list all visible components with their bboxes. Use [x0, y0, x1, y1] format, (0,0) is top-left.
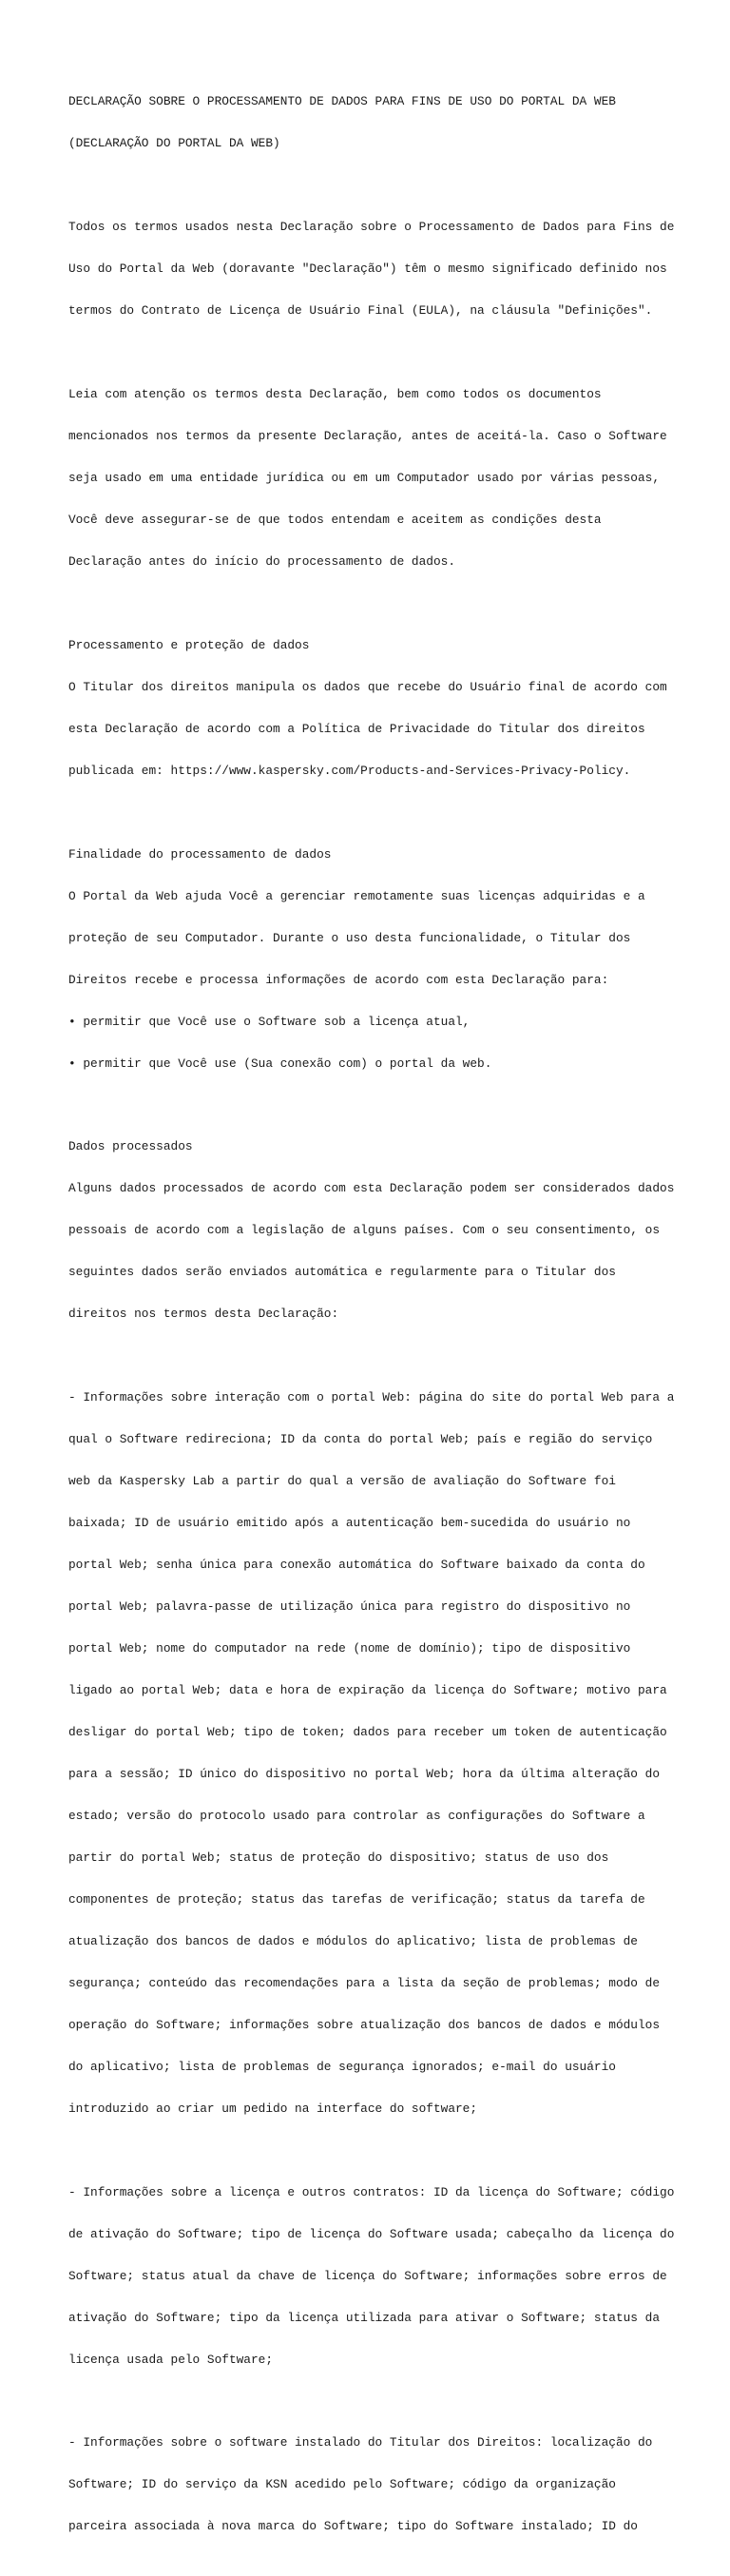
text-line: segurança; conteúdo das recomendações para a lista da seção de problemas; modo de: [68, 1975, 661, 1990]
text-line: do aplicativo; lista de problemas de segurança ignorados; e-mail do usuário: [68, 2059, 616, 2074]
text-line: direitos nos termos desta Declaração:: [68, 1307, 339, 1322]
section-data-processing-protection: [68, 611, 677, 806]
list-item-installed-software: [68, 2409, 677, 2562]
text-line: componentes de proteção; status das tarefas de verificação; status da tarefa de: [68, 1891, 645, 1907]
text-line: - Informações sobre a licença e outros contratos: ID da licença do Software; código: [68, 2184, 675, 2199]
text-line: para a sessão; ID único do dispositivo no portal Web; hora da última alteração do: [68, 1766, 661, 1781]
document-page: [68, 68, 677, 2576]
privacy-policy-url-line: publicada em: https://www.kaspersky.com/Products-and-Services-Privacy-Policy.: [68, 763, 631, 778]
text-line: operação do Software; informações sobre atualização dos bancos de dados e módulos: [68, 2017, 661, 2032]
text-line: introduzido ao criar um pedido na interface do software;: [68, 2101, 478, 2116]
text-line: web da Kaspersky Lab a partir do qual a versão de avaliação do Software foi: [68, 1474, 616, 1489]
text-line: mencionados nos termos da presente Declaração, antes de aceitá-la. Caso o Software: [68, 429, 667, 444]
list-item-license-info: [68, 2158, 677, 2394]
text-line: esta Declaração de acordo com a Política de Privacidade do Titular dos direitos: [68, 721, 645, 736]
text-line: ligado ao portal Web; data e hora de expiração da licença do Software; motivo para: [68, 1683, 667, 1698]
text-line: - Informações sobre interação com o portal Web: página do site do portal Web para a: [68, 1390, 675, 1405]
text-line: partir do portal Web; status de proteção do dispositivo; status de uso dos: [68, 1850, 609, 1865]
text-line: seja usado em uma entidade jurídica ou em um Computador usado por várias pessoas,: [68, 471, 661, 485]
section-processed-data: [68, 1113, 677, 1349]
text-line: ativação do Software; tipo da licença utilizada para ativar o Software; status da: [68, 2310, 661, 2325]
text-line: portal Web; senha única para conexão automática do Software baixado da conta do: [68, 1558, 645, 1573]
text-line: Você deve assegurar-se de que todos entendam e aceitem as condições desta: [68, 512, 602, 527]
text-line: Leia com atenção os termos desta Declaração, bem como todos os documentos: [68, 387, 602, 402]
text-line: Alguns dados processados de acordo com esta Declaração podem ser considerados dados: [68, 1181, 675, 1196]
text-line: O Portal da Web ajuda Você a gerenciar remotamente suas licenças adquiridas e a: [68, 888, 645, 903]
text-line: desligar do portal Web; tipo de token; dados para receber um token de autenticação: [68, 1725, 667, 1739]
section-purpose: [68, 820, 677, 1098]
section-heading: Finalidade do processamento de dados: [68, 846, 332, 862]
bullet-item: • permitir que Você use (Sua conexão com) o portal da web.: [68, 1056, 492, 1071]
text-line: DECLARAÇÃO SOBRE O PROCESSAMENTO DE DADOS PARA FINS DE USO DO PORTAL DA WEB: [68, 94, 616, 109]
section-heading: Dados processados: [68, 1139, 193, 1154]
text-line: qual o Software redireciona; ID da conta do portal Web; país e região do serviço: [68, 1432, 653, 1447]
text-line: Declaração antes do início do processamento de dados.: [68, 553, 456, 569]
text-line: Direitos recebe e processa informações de acordo com esta Declaração para:: [68, 972, 609, 987]
text-line: parceira associada à nova marca do Software; tipo do Software instalado; ID do: [68, 2519, 638, 2534]
list-item-portal-interaction: [68, 1364, 677, 2144]
text-line: pessoais de acordo com a legislação de alguns países. Com o seu consentimento, os: [68, 1223, 661, 1238]
text-line: termos do Contrato de Licença de Usuário Final (EULA), na cláusula "Definições".: [68, 303, 653, 319]
paragraph-read-terms: [68, 360, 677, 597]
text-line: O Titular dos direitos manipula os dados que recebe do Usuário final de acordo com: [68, 679, 667, 694]
text-line: licença usada pelo Software;: [68, 2352, 274, 2367]
text-line: - Informações sobre o software instalado do Titular dos Direitos: localização do: [68, 2435, 653, 2450]
text-line: proteção de seu Computador. Durante o uso desta funcionalidade, o Titular dos: [68, 930, 631, 945]
text-line: Uso do Portal da Web (doravante "Declaração") têm o mesmo significado definido nos: [68, 261, 667, 277]
paragraph-intro: [68, 193, 677, 346]
text-line: atualização dos bancos de dados e módulos do aplicativo; lista de problemas de: [68, 1933, 638, 1948]
text-line: portal Web; nome do computador na rede (nome de domínio); tipo de dispositivo: [68, 1641, 631, 1656]
document-title: [68, 68, 677, 179]
text-line: seguintes dados serão enviados automática e regularmente para o Titular dos: [68, 1265, 616, 1280]
text-line: estado; versão do protocolo usado para controlar as configurações do Software a: [68, 1808, 645, 1823]
text-line: (DECLARAÇÃO DO PORTAL DA WEB): [68, 136, 280, 151]
section-heading: Processamento e proteção de dados: [68, 637, 310, 652]
text-line: Todos os termos usados nesta Declaração sobre o Processamento de Dados para Fins de: [68, 220, 675, 235]
text-line: Software; ID do serviço da KSN acedido pelo Software; código da organização: [68, 2477, 616, 2492]
bullet-item: • permitir que Você use o Software sob a licença atual,: [68, 1014, 471, 1029]
text-line: portal Web; palavra-passe de utilização única para registro do dispositivo no: [68, 1599, 631, 1615]
text-line: Software; status atual da chave de licença do Software; informações sobre erros de: [68, 2268, 667, 2283]
text-line: baixada; ID de usuário emitido após a autenticação bem-sucedida do usuário no: [68, 1516, 631, 1531]
text-line: de ativação do Software; tipo de licença do Software usada; cabeçalho da licença do: [68, 2226, 675, 2241]
